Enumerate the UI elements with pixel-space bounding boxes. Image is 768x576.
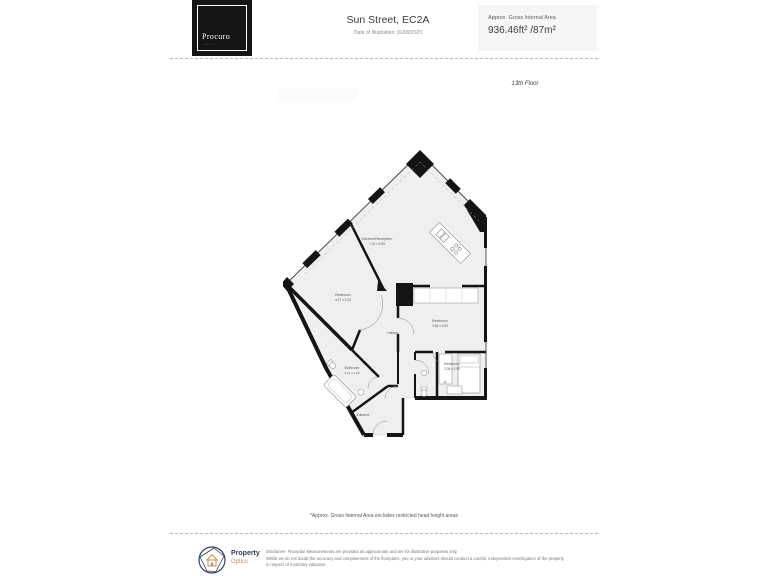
disclaimer-text bbox=[266, 549, 572, 569]
chest-of-drawers bbox=[447, 386, 462, 394]
dashed-divider-bottom bbox=[170, 533, 598, 534]
procuro-logo bbox=[192, 0, 252, 56]
bedroom-left-label: Bedroom bbox=[335, 293, 351, 297]
procuro-logo-subtext: ····· bbox=[203, 43, 214, 47]
reception-label: Kitchen/Reception bbox=[361, 237, 393, 241]
floorplan-drawing bbox=[283, 148, 487, 440]
bedroom-lower-right-label: Bedroom bbox=[444, 362, 460, 366]
bedroom-upper-right-dims: 3.66 x 2.92 bbox=[432, 324, 448, 328]
property-optics-logo bbox=[197, 545, 227, 575]
bedroom-upper-right-label: Bedroom bbox=[432, 319, 448, 323]
footer-brand-name: Property bbox=[231, 550, 260, 557]
dashed-divider-top bbox=[170, 58, 598, 59]
hallway-label: Hallway bbox=[387, 331, 399, 335]
area-footnote: *Approx. Gross Internal Area excludes restricted head height areas bbox=[309, 513, 459, 519]
area-label: Approx. Gross Internal Area bbox=[488, 15, 556, 21]
reception-dims: 7.01 x 5.95 bbox=[369, 242, 385, 246]
bathroom-dims: 2.21 x 1.90 bbox=[344, 371, 360, 375]
disclaimer-line-2: Whilst we do not doubt the accuracy and completeness of the floorplans, you or your advisors should conduct a careful, independent investigation of the property bbox=[266, 555, 564, 561]
procuro-logo-border bbox=[197, 5, 247, 51]
bathroom-label: Bathroom bbox=[344, 366, 360, 370]
gross-internal-area-box bbox=[478, 5, 597, 51]
faint-watermark bbox=[277, 88, 357, 101]
kitchen-corner-block bbox=[396, 283, 413, 306]
bedroom-lower-right-dims: 3.05 x 2.59 bbox=[444, 367, 460, 371]
bedroom-left-dims: 4.27 x 3.20 bbox=[335, 298, 351, 302]
area-value: 936.46ft² /87m² bbox=[488, 25, 556, 36]
footer-brand-sub: Optics bbox=[231, 559, 249, 565]
illustration-date: Date of Illustration: 01/09/2023 bbox=[353, 30, 423, 36]
wardrobe-strip bbox=[414, 288, 478, 303]
bathroom-basin bbox=[358, 389, 364, 395]
procuro-logo-text: Procuro bbox=[202, 32, 231, 41]
house-icon bbox=[207, 555, 217, 567]
entrance-label: Entrance bbox=[356, 413, 370, 417]
toilet bbox=[421, 387, 427, 396]
property-address: Sun Street, EC2A bbox=[346, 14, 430, 26]
floor-label: 13th Floor bbox=[511, 81, 539, 87]
disclaimer-line-1: Disclaimer: Floorplan Measurements are provided as approximate and are for illustrative purposes only. bbox=[266, 549, 458, 554]
disclaimer-line-3: in respect of monetary valuation. bbox=[266, 562, 327, 567]
basin bbox=[421, 370, 427, 376]
